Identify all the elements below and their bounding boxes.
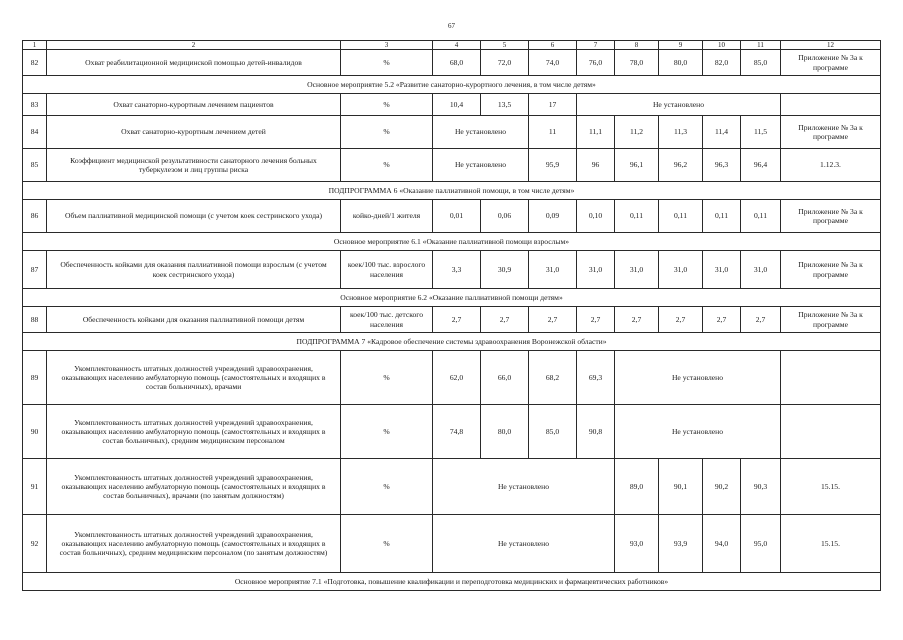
value-cell: 95,0 (741, 515, 781, 573)
value-cell: 0,11 (741, 200, 781, 233)
not-set-cell: Не установлено (433, 459, 615, 515)
value-cell: 96,4 (741, 149, 781, 182)
not-set-cell: Не установлено (433, 515, 615, 573)
section-title: Основное мероприятие 5.2 «Развитие санаторно-курортного лечения, в том числе детям» (23, 76, 881, 94)
value-cell: 96 (577, 149, 615, 182)
value-cell: 2,7 (433, 307, 481, 333)
table-row (23, 116, 881, 149)
indicator-name: Охват санаторно-курортным лечением детей (47, 116, 341, 149)
value-cell: 0,11 (615, 200, 659, 233)
value-cell: 2,7 (529, 307, 577, 333)
value-cell: 17 (529, 94, 577, 116)
column-number: 4 (433, 41, 481, 50)
value-cell: 90,2 (703, 459, 741, 515)
value-cell: 2,7 (615, 307, 659, 333)
column-number: 1 (23, 41, 47, 50)
row-number: 91 (23, 459, 47, 515)
section-row (23, 182, 881, 200)
value-cell: 68,2 (529, 351, 577, 405)
column-number: 2 (47, 41, 341, 50)
value-cell: 89,0 (615, 459, 659, 515)
column-number: 11 (741, 41, 781, 50)
value-cell: 82,0 (703, 50, 741, 76)
table-row (23, 50, 881, 76)
indicator-name: Обеспеченность койками для оказания паллиативной помощи детям (47, 307, 341, 333)
value-cell: 11,2 (615, 116, 659, 149)
value-cell: 95,9 (529, 149, 577, 182)
reference-cell (781, 351, 881, 405)
value-cell: 3,3 (433, 251, 481, 289)
indicator-name: Обеспеченность койками для оказания паллиативной помощи взрослым (с учетом коек сестринского ухода) (47, 251, 341, 289)
value-cell: 93,9 (659, 515, 703, 573)
value-cell: 31,0 (615, 251, 659, 289)
table-row (23, 200, 881, 233)
value-cell: 2,7 (741, 307, 781, 333)
value-cell: 96,3 (703, 149, 741, 182)
table-row (23, 149, 881, 182)
reference-cell: 15.15. (781, 515, 881, 573)
reference-cell: Приложение № 3а к программе (781, 307, 881, 333)
unit-cell: % (341, 515, 433, 573)
value-cell: 78,0 (615, 50, 659, 76)
value-cell: 11 (529, 116, 577, 149)
reference-cell: Приложение № 3а к программе (781, 50, 881, 76)
value-cell: 96,2 (659, 149, 703, 182)
table-row (23, 405, 881, 459)
value-cell: 0,01 (433, 200, 481, 233)
section-title: ПОДПРОГРАММА 6 «Оказание паллиативной помощи, в том числе детям» (23, 182, 881, 200)
unit-cell: % (341, 351, 433, 405)
column-number: 3 (341, 41, 433, 50)
row-number: 89 (23, 351, 47, 405)
value-cell: 74,8 (433, 405, 481, 459)
value-cell: 80,0 (659, 50, 703, 76)
section-row (23, 289, 881, 307)
indicator-name: Объем паллиативной медицинской помощи (с учетом коек сестринского ухода) (47, 200, 341, 233)
table-row (23, 351, 881, 405)
value-cell: 13,5 (481, 94, 529, 116)
row-number: 82 (23, 50, 47, 76)
column-number: 5 (481, 41, 529, 50)
value-cell: 0,11 (659, 200, 703, 233)
unit-cell: койко-дней/1 жителя (341, 200, 433, 233)
value-cell: 10,4 (433, 94, 481, 116)
value-cell: 0,11 (703, 200, 741, 233)
indicator-name: Укомплектованность штатных должностей учреждений здравоохранения, оказывающих населению амбулаторную помощь (самостоятельных и входящих в состав больничных), средним медицинским персоналом (47, 405, 341, 459)
row-number: 85 (23, 149, 47, 182)
unit-cell: коек/100 тыс. детского населения (341, 307, 433, 333)
value-cell: 2,7 (481, 307, 529, 333)
table-row (23, 94, 881, 116)
table-row (23, 251, 881, 289)
reference-cell (781, 405, 881, 459)
value-cell: 90,3 (741, 459, 781, 515)
page-number: 67 (448, 22, 455, 30)
reference-cell (781, 94, 881, 116)
value-cell: 30,9 (481, 251, 529, 289)
section-title: Основное мероприятие 6.2 «Оказание паллиативной помощи детям» (23, 289, 881, 307)
section-row (23, 333, 881, 351)
reference-cell: Приложение № 3а к программе (781, 200, 881, 233)
row-number: 92 (23, 515, 47, 573)
not-set-cell: Не установлено (433, 116, 529, 149)
table-row (23, 515, 881, 573)
value-cell: 0,09 (529, 200, 577, 233)
column-number: 6 (529, 41, 577, 50)
section-title: Основное мероприятие 6.1 «Оказание паллиативной помощи взрослым» (23, 233, 881, 251)
value-cell: 0,10 (577, 200, 615, 233)
unit-cell: % (341, 459, 433, 515)
indicator-name: Коэффициент медицинской результативности санаторного лечения больных туберкулезом и лиц группы риска (47, 149, 341, 182)
row-number: 83 (23, 94, 47, 116)
section-row (23, 573, 881, 591)
unit-cell: % (341, 116, 433, 149)
value-cell: 11,4 (703, 116, 741, 149)
indicator-name: Укомплектованность штатных должностей учреждений здравоохранения, оказывающих населению амбулаторную помощь (самостоятельных и входящих в состав больничных), врачами (47, 351, 341, 405)
value-cell: 11,5 (741, 116, 781, 149)
not-set-cell: Не установлено (433, 149, 529, 182)
unit-cell: коек/100 тыс. взрослого населения (341, 251, 433, 289)
reference-cell: Приложение № 3а к программе (781, 116, 881, 149)
value-cell: 74,0 (529, 50, 577, 76)
section-row (23, 76, 881, 94)
value-cell: 93,0 (615, 515, 659, 573)
reference-cell: 1.12.3. (781, 149, 881, 182)
reference-cell: 15.15. (781, 459, 881, 515)
value-cell: 31,0 (577, 251, 615, 289)
value-cell: 31,0 (659, 251, 703, 289)
value-cell: 0,06 (481, 200, 529, 233)
value-cell: 85,0 (741, 50, 781, 76)
table-row (23, 459, 881, 515)
unit-cell: % (341, 94, 433, 116)
value-cell: 90,8 (577, 405, 615, 459)
value-cell: 62,0 (433, 351, 481, 405)
row-number: 90 (23, 405, 47, 459)
value-cell: 2,7 (659, 307, 703, 333)
column-number: 12 (781, 41, 881, 50)
value-cell: 96,1 (615, 149, 659, 182)
row-number: 86 (23, 200, 47, 233)
value-cell: 85,0 (529, 405, 577, 459)
section-title: ПОДПРОГРАММА 7 «Кадровое обеспечение системы здравоохранения Воронежской области» (23, 333, 881, 351)
indicators-table (22, 40, 881, 591)
column-number: 9 (659, 41, 703, 50)
value-cell: 94,0 (703, 515, 741, 573)
column-number-row (23, 41, 881, 50)
reference-cell: Приложение № 3а к программе (781, 251, 881, 289)
column-number: 10 (703, 41, 741, 50)
indicator-name: Укомплектованность штатных должностей учреждений здравоохранения, оказывающих населению амбулаторную помощь (самостоятельных и входящих в состав больничных), врачами (по занятым должностям) (47, 459, 341, 515)
value-cell: 11,1 (577, 116, 615, 149)
unit-cell: % (341, 50, 433, 76)
not-set-cell: Не установлено (615, 351, 781, 405)
value-cell: 72,0 (481, 50, 529, 76)
value-cell: 31,0 (529, 251, 577, 289)
row-number: 84 (23, 116, 47, 149)
not-set-cell: Не установлено (615, 405, 781, 459)
value-cell: 76,0 (577, 50, 615, 76)
not-set-cell: Не установлено (577, 94, 781, 116)
table-row (23, 307, 881, 333)
indicator-name: Охват реабилитационной медицинской помощью детей-инвалидов (47, 50, 341, 76)
unit-cell: % (341, 149, 433, 182)
indicator-name: Охват санаторно-курортным лечением пациентов (47, 94, 341, 116)
value-cell: 66,0 (481, 351, 529, 405)
unit-cell: % (341, 405, 433, 459)
column-number: 7 (577, 41, 615, 50)
column-number: 8 (615, 41, 659, 50)
value-cell: 80,0 (481, 405, 529, 459)
row-number: 87 (23, 251, 47, 289)
section-row (23, 233, 881, 251)
value-cell: 2,7 (703, 307, 741, 333)
row-number: 88 (23, 307, 47, 333)
value-cell: 2,7 (577, 307, 615, 333)
value-cell: 11,3 (659, 116, 703, 149)
value-cell: 69,3 (577, 351, 615, 405)
indicator-name: Укомплектованность штатных должностей учреждений здравоохранения, оказывающих населению амбулаторную помощь (самостоятельных и входящих в состав больничных), средним медицинским персоналом (по занятым должностям) (47, 515, 341, 573)
value-cell: 31,0 (741, 251, 781, 289)
section-title: Основное мероприятие 7.1 «Подготовка, повышение квалификации и переподготовка медицинских и фармацевтических работников» (23, 573, 881, 591)
value-cell: 90,1 (659, 459, 703, 515)
value-cell: 68,0 (433, 50, 481, 76)
value-cell: 31,0 (703, 251, 741, 289)
